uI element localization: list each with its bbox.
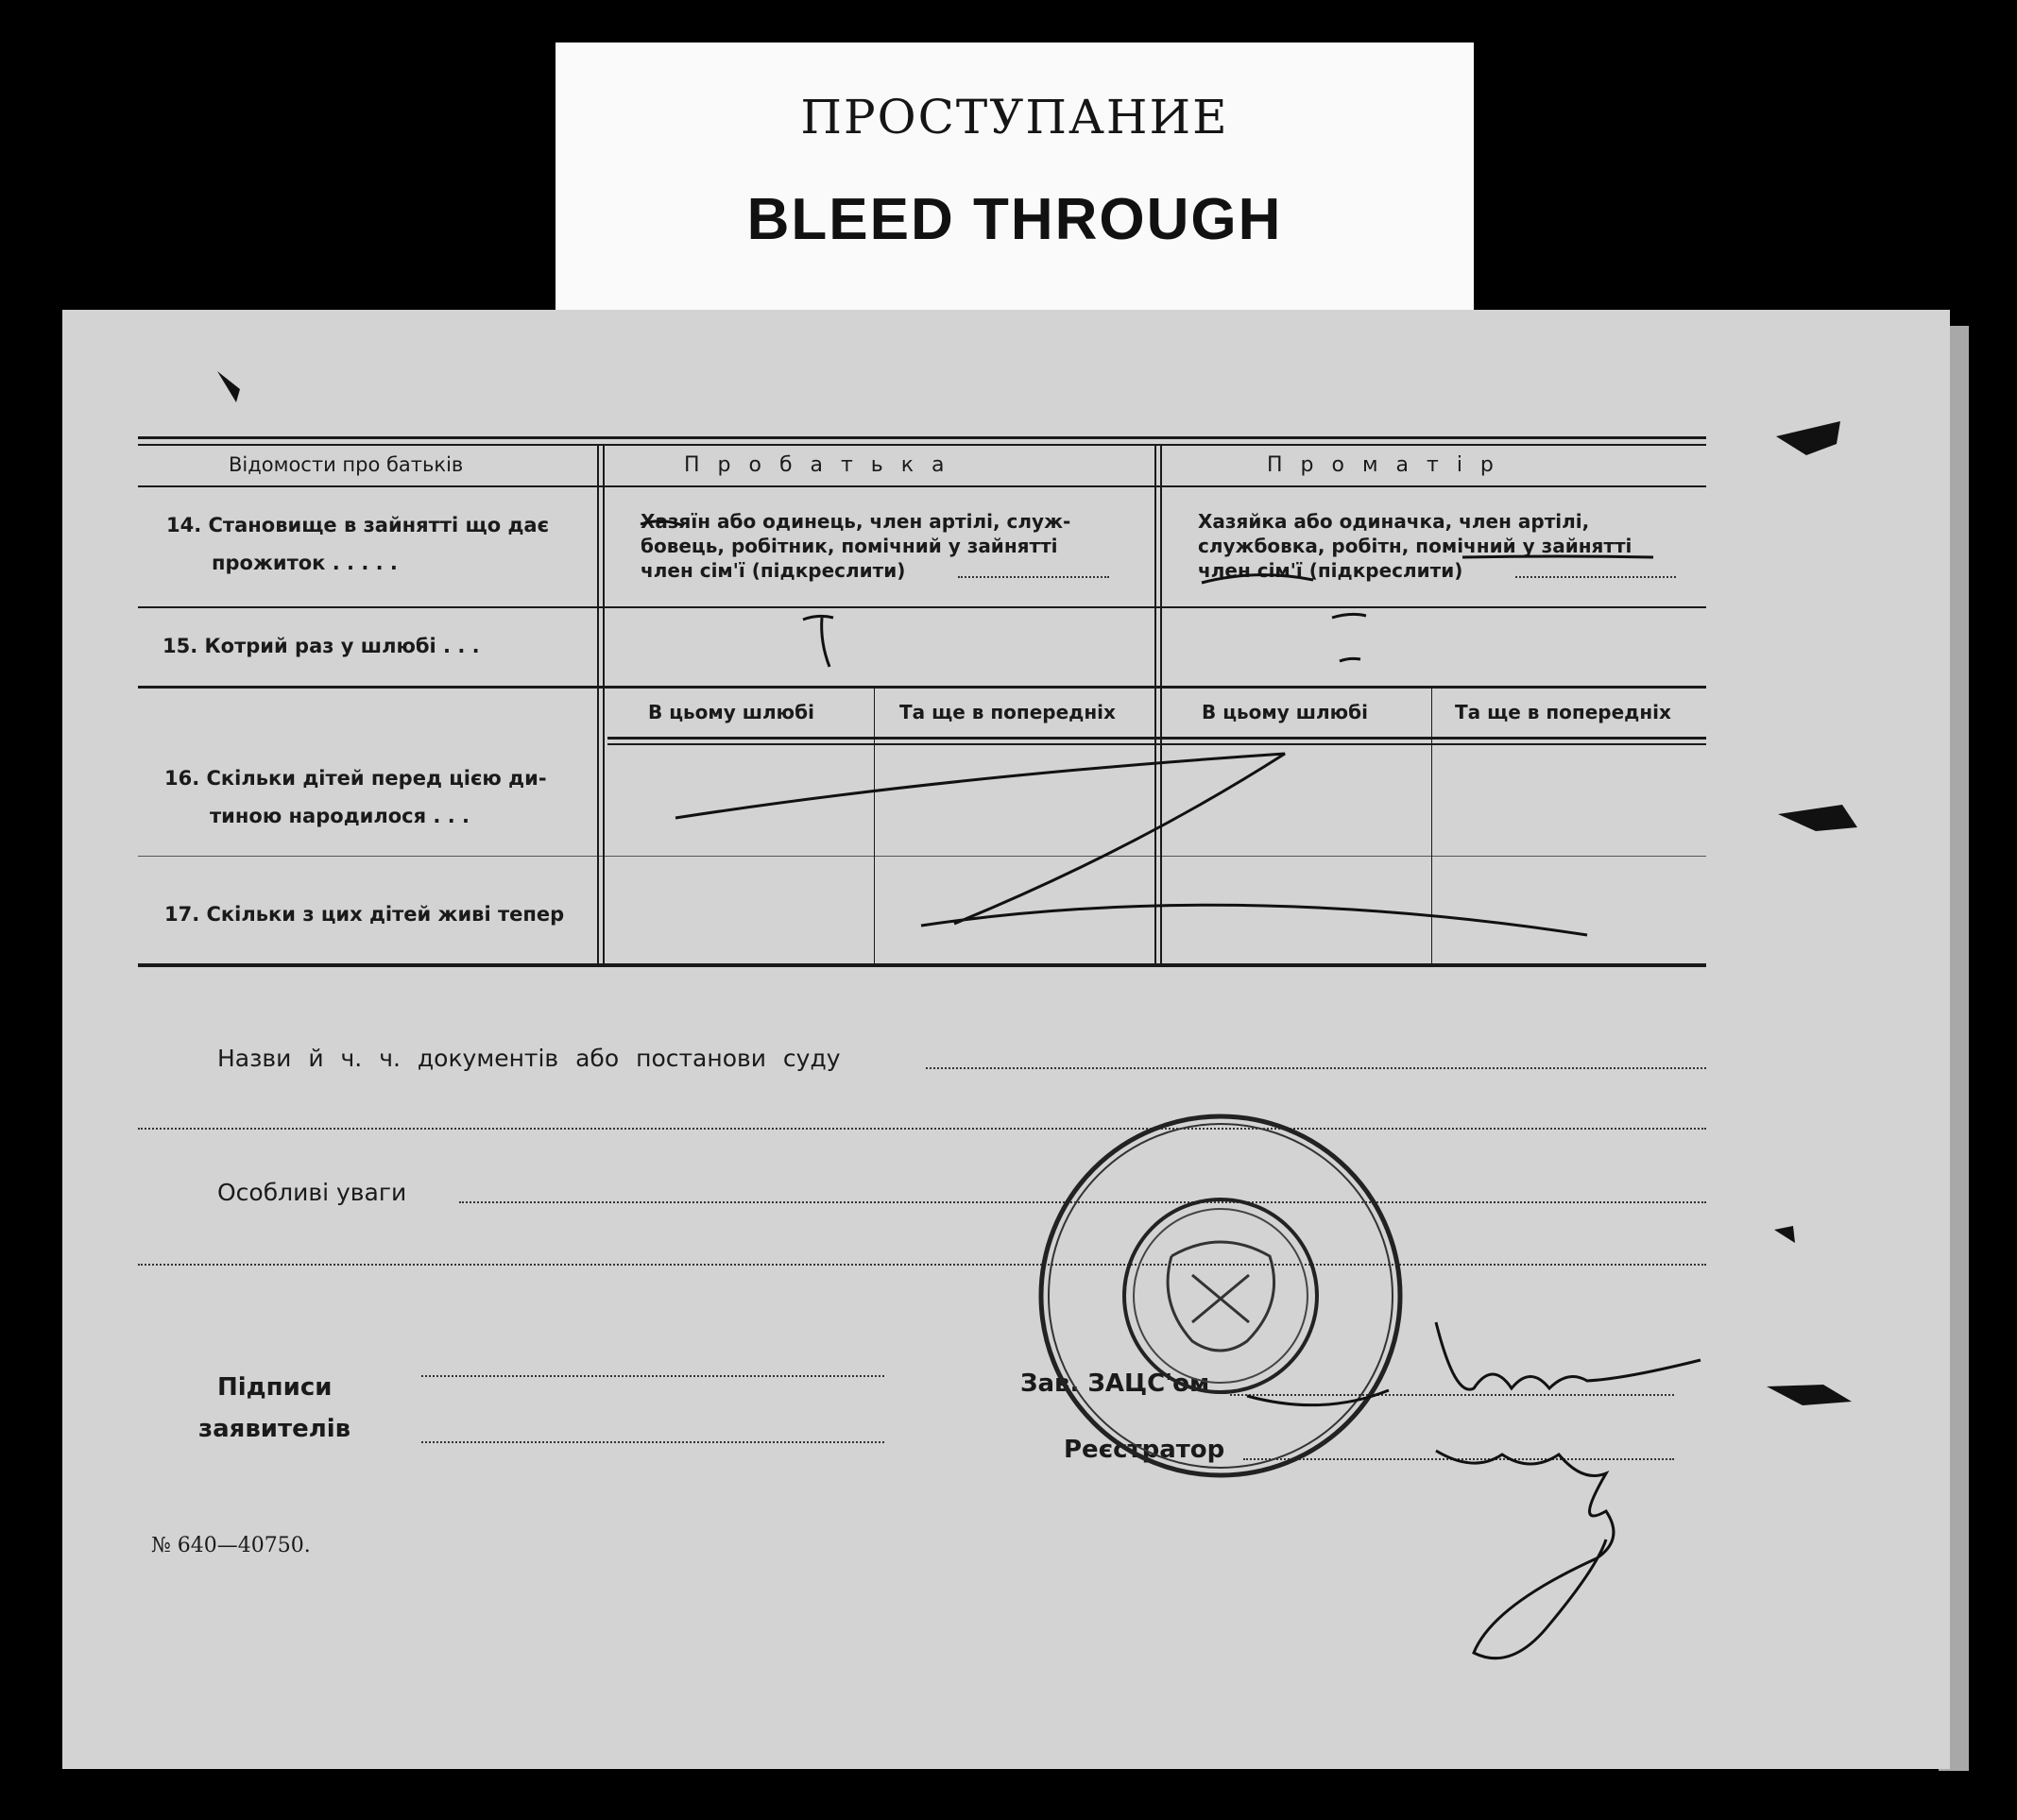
- row17-label: 17. Скільки з цих дітей живі тепер: [164, 903, 565, 926]
- form-number: № 640—40750.: [151, 1534, 311, 1557]
- subheader-this-marriage-father: В цьому шлюбі: [648, 701, 814, 723]
- row14-mother-line2: службовка, робітн, помічний у зайнятті: [1198, 535, 1632, 557]
- row15-label: 15. Котрий раз у шлюбі . . .: [162, 635, 480, 657]
- row16-label-line2: тиною народилося . . .: [210, 805, 470, 827]
- remarks-label: Особливі уваги: [217, 1179, 407, 1206]
- row14-father-line3: член сім'ї (підкреслити): [641, 559, 906, 582]
- signatures-label-line2: заявителів: [198, 1415, 351, 1443]
- subheader-previous-mother: Та ще в попередніх: [1455, 701, 1671, 723]
- row16-label-line1: 16. Скільки дітей перед цією ди-: [164, 767, 547, 790]
- row14-mother-line1: Хазяйка або одиначка, член артілі,: [1198, 510, 1590, 533]
- bleed-through-label-ru: ПРОСТУПАНИЕ: [800, 90, 1229, 145]
- row14-father-line1: Хазяїн або одинець, член артілі, служ-: [641, 510, 1071, 533]
- subheader-previous-father: Та ще в попередніх: [899, 701, 1116, 723]
- row14-label-line1: 14. Становище в зайнятті що дає: [166, 514, 550, 536]
- subheader-this-marriage-mother: В цьому шлюбі: [1202, 701, 1368, 723]
- bleed-through-label-en: BLEED THROUGH: [746, 187, 1283, 252]
- header-about-father: П р о б а т ь к а: [684, 453, 950, 477]
- head-zags-label: Зав. ЗАЦС'ом: [1020, 1369, 1210, 1398]
- documents-label: Назви й ч. ч. документів або постанови суду: [217, 1045, 841, 1072]
- signatures-label-line1: Підписи: [217, 1373, 333, 1402]
- row14-father-line2: бовець, робітник, помічний у зайнятті: [641, 535, 1058, 557]
- header-about-mother: П р о м а т і р: [1267, 453, 1499, 477]
- row14-mother-line3: член сім'ї (підкреслити): [1198, 559, 1463, 582]
- header-parents-info: Відомости про батьків: [229, 453, 464, 476]
- registrar-label: Реєстратор: [1064, 1436, 1225, 1464]
- row14-label-line2: прожиток . . . . .: [212, 552, 398, 574]
- official-stamp: [1041, 1116, 1400, 1475]
